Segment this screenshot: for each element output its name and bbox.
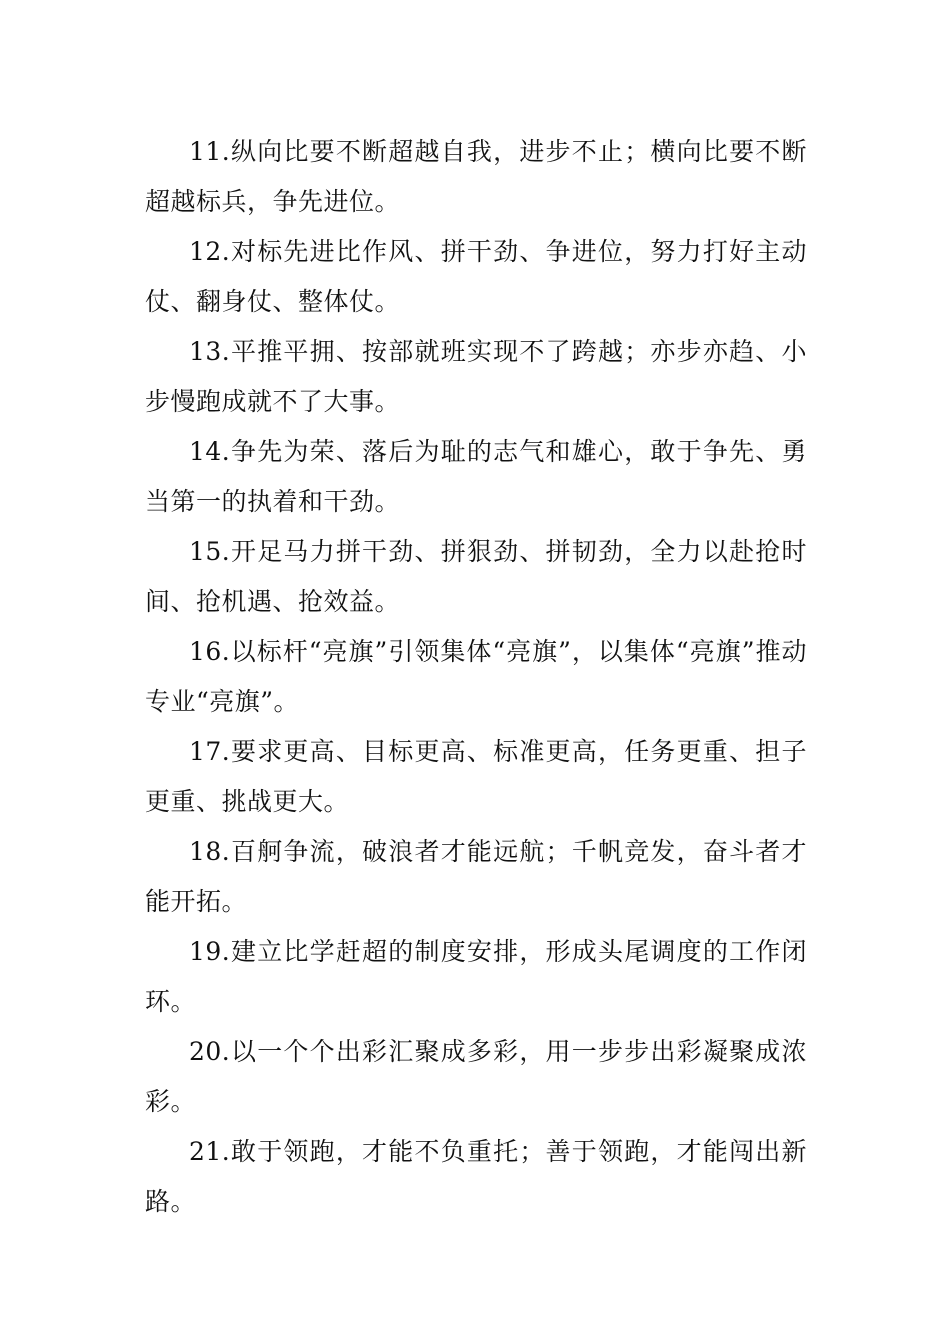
paragraph-14: 14.争先为荣、落后为耻的志气和雄心，敢于争先、勇当第一的执着和干劲。 (145, 437, 807, 516)
paragraph-11: 11.纵向比要不断超越自我，进步不止；横向比要不断超越标兵，争先进位。 (145, 137, 807, 216)
paragraph-20: 20.以一个个出彩汇聚成多彩，用一步步出彩凝聚成浓彩。 (145, 1037, 807, 1116)
paragraph-15: 15.开足马力拼干劲、拼狠劲、拼韧劲，全力以赴抢时间、抢机遇、抢效益。 (145, 537, 807, 616)
paragraph-13: 13.平推平拥、按部就班实现不了跨越；亦步亦趋、小步慢跑成就不了大事。 (145, 337, 807, 416)
paragraph-16: 16.以标杆“亮旗”引领集体“亮旗”，以集体“亮旗”推动专业“亮旗”。 (145, 637, 807, 716)
paragraph-18: 18.百舸争流，破浪者才能远航；千帆竞发，奋斗者才能开拓。 (145, 837, 807, 916)
document-body (145, 127, 807, 1227)
paragraph-21: 21.敢于领跑，才能不负重托；善于领跑，才能闯出新路。 (145, 1137, 807, 1216)
paragraph-19: 19.建立比学赶超的制度安排，形成头尾调度的工作闭环。 (145, 937, 807, 1016)
paragraph-17: 17.要求更高、目标更高、标准更高，任务更重、担子更重、挑战更大。 (145, 737, 807, 816)
paragraph-12: 12.对标先进比作风、拼干劲、争进位，努力打好主动仗、翻身仗、整体仗。 (145, 237, 807, 316)
